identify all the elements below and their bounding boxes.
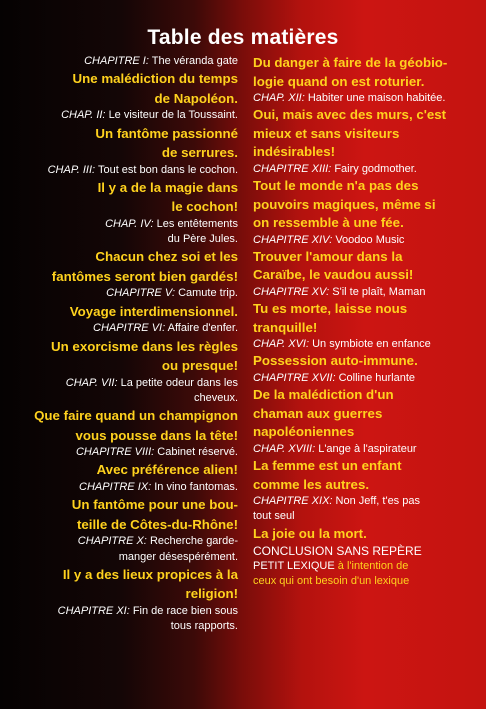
chapter-heading [253,371,468,386]
chapter-number: CHAPITRE IX: [79,480,152,493]
chapter-name: Non Jeff, t'es pas [335,495,420,508]
chapter-title-line: Caraïbe, le vaudou aussi! [253,267,414,283]
chapter-title-line: Trouver l'amour dans la [253,248,403,264]
chapter-title [253,352,468,371]
chapter-name: L'ange à l'aspirateur [318,442,417,455]
chapter-heading [20,376,238,407]
chapter-number: CHAP. XVI: [253,338,310,351]
chapter-title-line: Il y a des lieux propices à la [62,566,238,582]
chapter-name-continued: du Père Jules. [167,233,238,246]
chapter-title [20,406,238,445]
chapter-heading [253,442,468,457]
chapter-title-line: Voyage interdimensionnel. [69,303,238,319]
chapter-number: CHAP. XVIII: [253,442,316,455]
chapter-number: CHAP. II: [61,109,106,122]
chapter-title [253,386,468,442]
chapter-heading [20,163,238,178]
chapter-title [20,247,238,286]
chapter-name-continued: cheveux. [193,391,238,404]
chapter-name: The véranda gate [151,55,238,67]
chapter-name: Tout est bon dans le cochon. [97,163,238,176]
chapter-title [20,124,238,163]
chapter-title [20,337,238,376]
chapter-title-line: on ressemble à une fée. [253,215,404,231]
chapter-title-line: chaman aux guerres [253,405,383,421]
chapter-heading [20,445,238,460]
chapter-heading [253,91,468,106]
chapter-title-line: Il y a de la magie dans [97,179,238,195]
chapter-title-line: vous pousse dans la tête! [75,427,238,443]
chapter-heading [253,162,468,177]
chapter-heading [253,285,468,300]
chapter-title [253,300,468,337]
chapter-title [20,460,238,480]
chapter-title-line: Oui, mais avec des murs, c'est [253,107,447,123]
chapter-title-line: La femme est un enfant [253,458,402,474]
chapter-heading [20,534,238,565]
chapter-title-line: napoléoniennes [253,424,355,440]
chapter-title-line: tranquille! [253,319,318,335]
chapter-heading [20,286,238,301]
page-title: Table des matières [147,26,339,49]
chapter-title-line: Que faire quand un champignon [34,408,238,424]
chapter-title-line: religion! [185,586,238,602]
chapter-title-line: indésirables! [253,144,336,160]
chapter-title-line: Tout le monde n'a pas des [253,178,419,194]
chapter-title [20,178,238,217]
chapter-number: CHAP. III: [47,163,96,176]
chapter-title [20,565,238,604]
chapter-name-continued: tous rapports. [170,620,238,633]
chapter-number: CHAP. IV: [105,217,154,230]
conclusion-entry [253,543,468,559]
lexicon-entry [253,559,468,590]
chapter-name: Affaire d'enfer. [167,322,238,335]
chapter-name: Fairy godmother. [334,162,417,175]
chapter-heading [253,494,468,525]
chapter-title-line: Avec préférence alien! [96,462,238,478]
chapter-heading [20,604,238,635]
chapter-number: CHAPITRE XIX: [253,495,333,508]
chapter-number: CHAP. VII: [65,376,118,389]
chapter-title-line: ou presque! [161,358,238,374]
chapter-name: Cabinet réservé. [157,446,238,459]
chapter-number: CHAPITRE I: [84,55,149,67]
chapter-title [253,54,468,91]
chapter-number: CHAPITRE V: [106,287,176,300]
chapter-name: Camute trip. [178,287,238,300]
chapter-heading [253,337,468,352]
chapter-number: CHAPITRE XVII: [253,371,336,384]
chapter-heading [20,321,238,336]
chapter-title [253,177,468,233]
chapter-name-continued: tout seul [253,510,295,523]
chapter-number: CHAPITRE VIII: [75,446,155,459]
chapter-number: CHAPITRE XV: [253,285,330,298]
chapter-title-line: Un fantôme pour une bou- [71,497,238,513]
chapter-number: CHAP. XII: [253,92,305,104]
chapter-title-line: Un exorcisme dans les règles [51,338,238,354]
chapter-title-line: Chacun chez soi et les [95,249,238,265]
chapter-number: CHAPITRE XIII: [253,162,332,175]
chapter-name: Recherche garde- [149,535,238,548]
chapter-name: Le visiteur de la Toussaint. [108,109,238,122]
chapter-title-line: teille de Côtes-du-Rhône! [76,516,238,532]
chapter-title [253,248,468,285]
chapter-title-line: Du danger à faire de la géobio- [253,55,448,70]
chapter-title-line: Un fantôme passionné [95,125,238,141]
chapter-title [253,525,468,544]
chapter-name: In vino fantomas. [154,480,238,493]
chapter-heading [20,54,238,69]
chapter-number: CHAPITRE VI: [93,322,166,335]
chapter-title [253,457,468,494]
chapter-title-line: De la malédiction d'un [253,387,394,403]
lexicon-label: PETIT LEXIQUE [253,560,335,573]
chapter-heading [20,480,238,495]
chapter-name: La petite odeur dans les [120,376,238,389]
chapter-title-line: Tu es morte, laisse nous [253,301,408,317]
chapter-title [253,106,468,162]
chapter-title-line: Une malédiction du temps [72,71,238,87]
chapter-title-line: comme les autres. [253,476,370,492]
chapter-number: CHAPITRE XI: [57,604,130,617]
chapter-name: Les entêtements [156,217,238,230]
chapter-title-line: La joie ou la mort. [253,525,367,541]
chapter-heading [20,217,238,248]
chapter-number: CHAPITRE XIV: [253,233,333,246]
lexicon-text: à l'intention de [337,560,409,573]
chapter-title-line: pouvoirs magiques, même si [253,196,436,212]
toc-left-column [20,54,238,634]
chapter-name: Colline hurlante [338,371,416,384]
chapter-heading [253,233,468,248]
chapter-title-line: fantômes seront bien gardés! [51,268,238,284]
chapter-name: Fin de race bien sous [132,604,238,617]
chapter-heading [20,108,238,123]
toc-right-column [253,54,468,590]
chapter-title-line: mieux et sans visiteurs [253,125,400,141]
chapter-number: CHAPITRE X: [77,535,147,548]
chapter-name-continued: manger désespérément. [118,550,238,563]
chapter-title-line: Possession auto-immune. [253,353,418,369]
chapter-name-continued: ceux qui ont besoin d'un lexique [253,575,410,588]
chapter-title-line: le cochon! [171,199,238,215]
chapter-name: Voodoo Music [335,233,405,246]
chapter-name: Un symbiote en enfance [312,338,431,351]
chapter-title-line: de serrures. [161,145,238,161]
chapter-title [20,495,238,534]
chapter-title-line: de Napoléon. [154,90,238,106]
chapter-name: S'il te plaît, Maman [332,285,426,298]
chapter-title [20,302,238,322]
chapter-name: Habiter une maison habitée. [307,92,446,104]
chapter-title [20,69,238,108]
conclusion-line: CONCLUSION SANS REPÈRE [253,544,422,559]
chapter-title-line: logie quand on est roturier. [253,73,425,89]
